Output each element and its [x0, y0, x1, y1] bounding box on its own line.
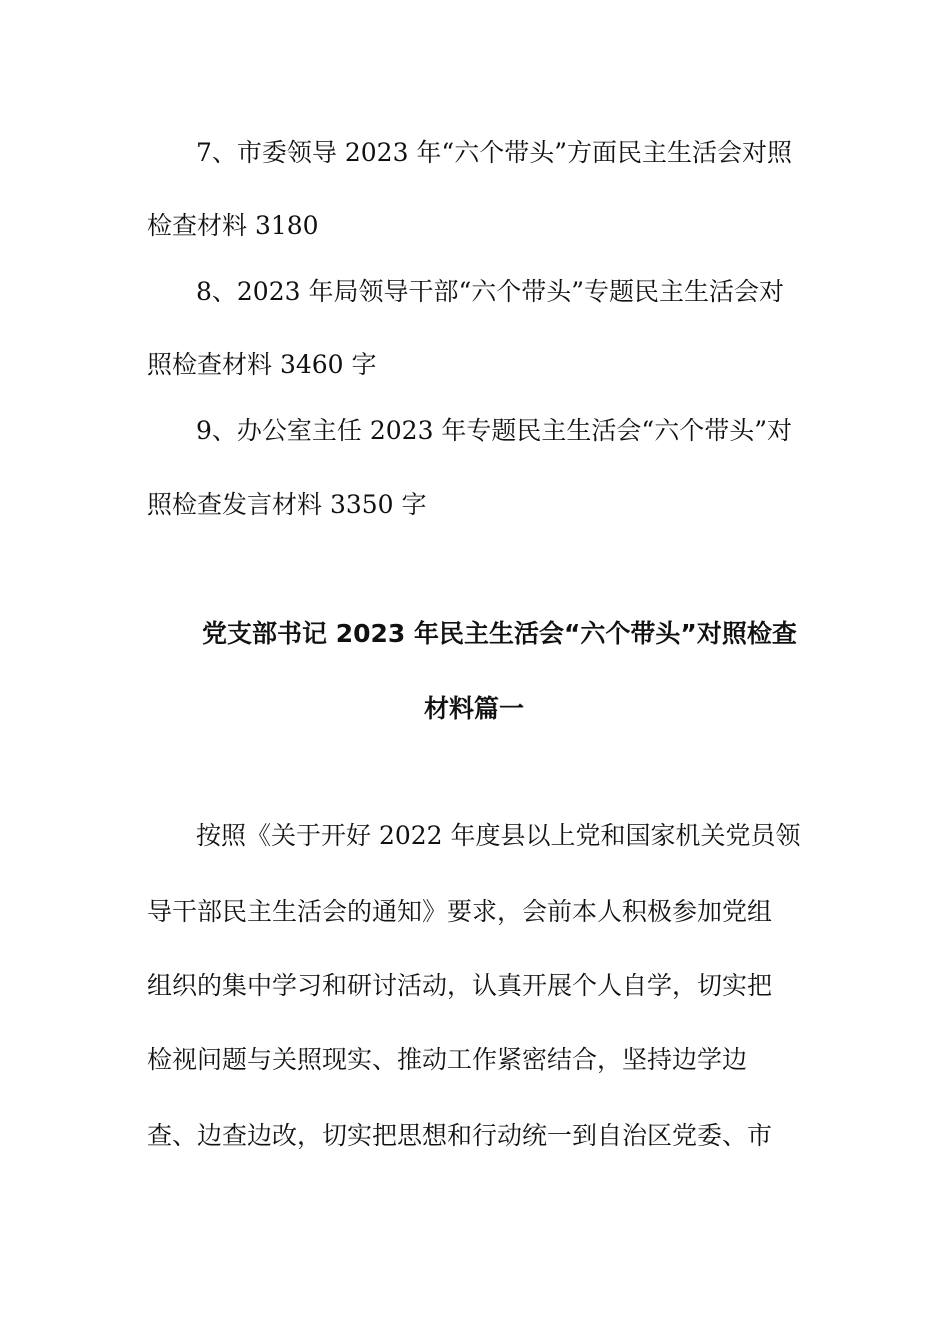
list-item-line: 7、市委领导 2023 年“六个带头”方面民主生活会对照 — [196, 138, 792, 167]
list-item-line: 9、办公室主任 2023 年专题民主生活会“六个带头”对 — [196, 416, 792, 445]
body-line: 检视问题与关照现实、推动工作紧密结合，坚持边学边 — [147, 1045, 748, 1074]
article-title-line: 党支部书记 2023 年民主生活会“六个带头”对照检查 — [202, 619, 797, 648]
body-line: 导干部民主生活会的通知》要求，会前本人积极参加党组 — [147, 897, 773, 926]
body-line: 查、边查边改，切实把思想和行动统一到自治区党委、市 — [147, 1121, 773, 1150]
list-item-line: 8、2023 年局领导干部“六个带头”专题民主生活会对 — [196, 277, 785, 306]
list-item-line: 检查材料 3180 — [147, 211, 319, 240]
list-item-line: 照检查发言材料 3350 字 — [147, 490, 427, 519]
body-line: 按照《关于开好 2022 年度县以上党和国家机关党员领 — [196, 821, 801, 850]
body-line: 组织的集中学习和研讨活动，认真开展个人自学，切实把 — [147, 971, 773, 1000]
list-item-line: 照检查材料 3460 字 — [147, 350, 377, 379]
article-title-line: 材料篇一 — [424, 694, 525, 723]
